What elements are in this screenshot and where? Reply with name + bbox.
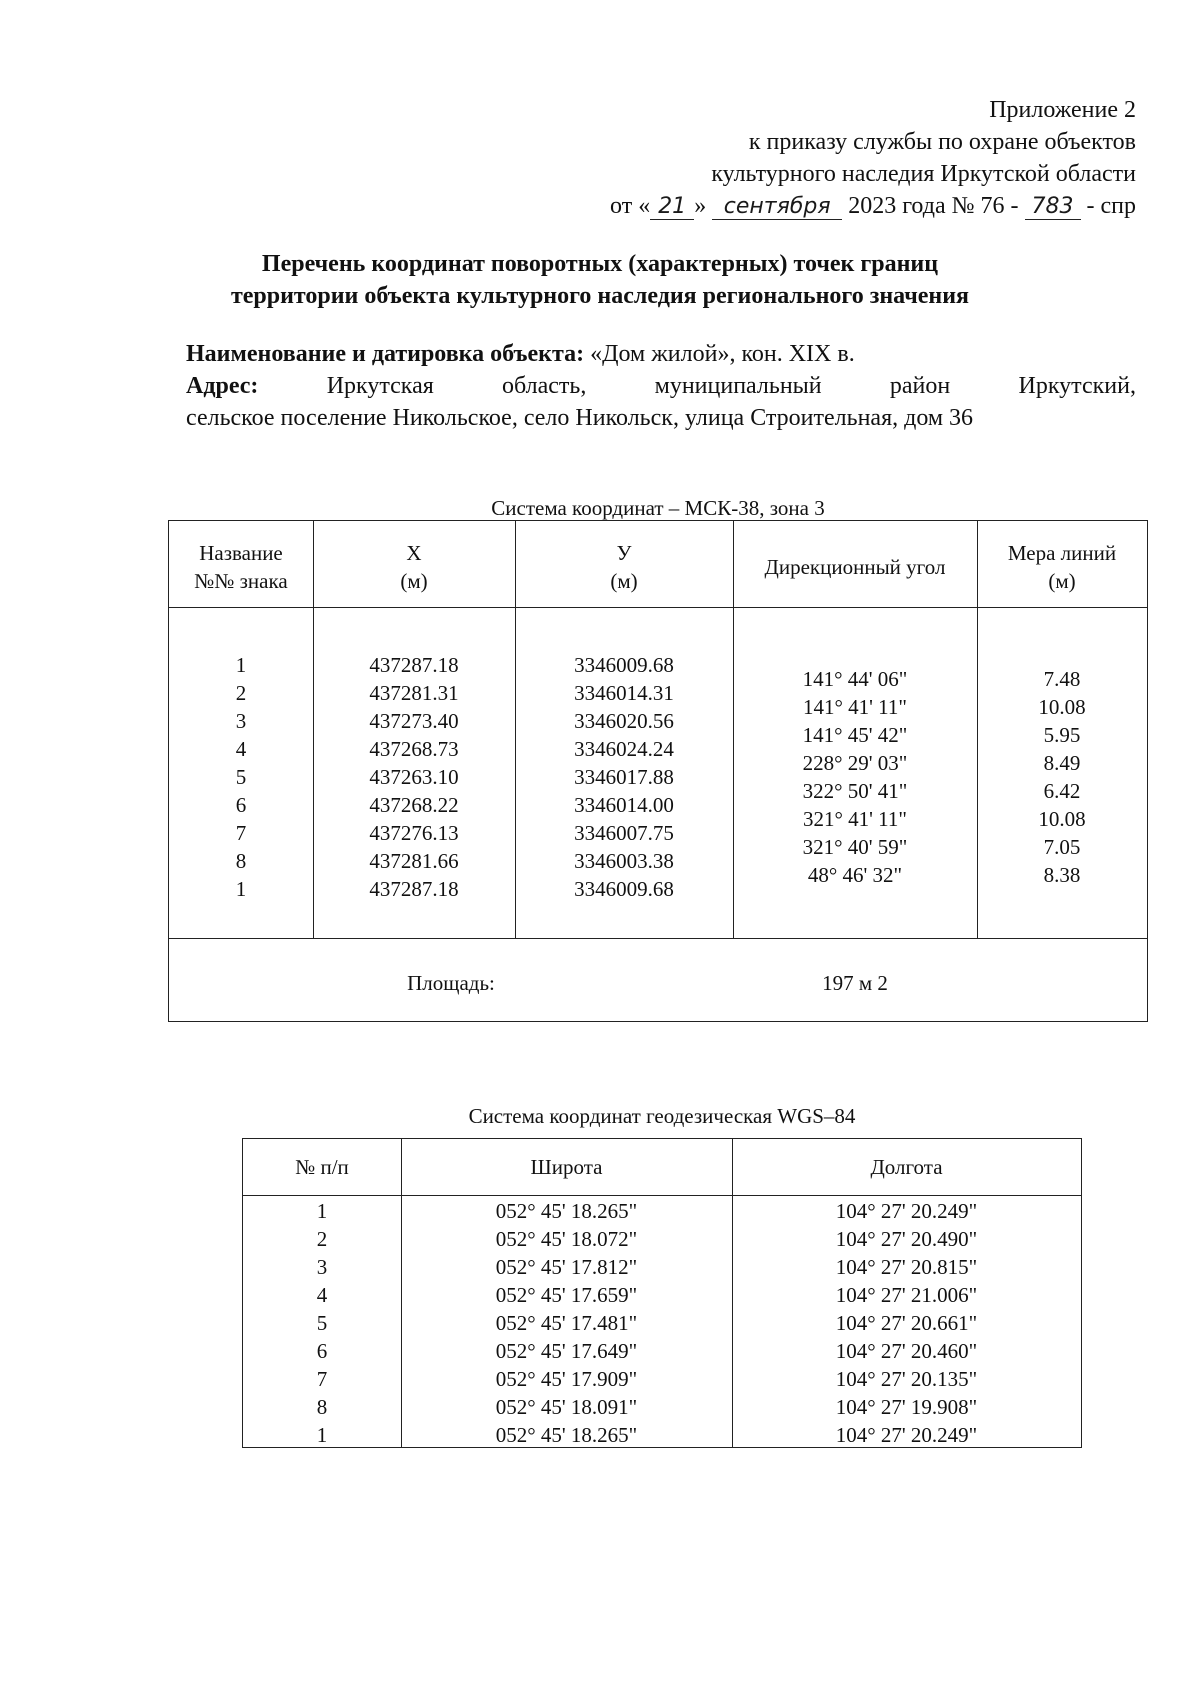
header-row-number: № п/п xyxy=(295,1155,349,1179)
longitude-value: 104° 27' 20.249" xyxy=(835,1423,978,1447)
object-name-label: Наименование и датировка объекта: xyxy=(186,341,585,367)
table-divider xyxy=(243,1195,1081,1196)
latitude-value: 052° 45' 17.812" xyxy=(495,1255,638,1279)
order-reference: к приказу службы по охране объектов xyxy=(748,129,1136,155)
longitude-value: 104° 27' 20.460" xyxy=(835,1339,978,1363)
latitude-value: 052° 45' 18.265" xyxy=(495,1199,638,1223)
x-coordinate: 437268.22 xyxy=(369,793,459,817)
longitude-value: 104° 27' 21.006" xyxy=(835,1283,978,1307)
object-name-line xyxy=(186,338,1136,370)
header-latitude: Широта xyxy=(530,1155,603,1179)
column-row-numbers xyxy=(243,1197,401,1449)
point-number: 8 xyxy=(235,849,247,873)
point-number: 1 xyxy=(235,653,247,677)
direction-angle: 228° 29' 03" xyxy=(802,751,908,775)
table-divider xyxy=(169,938,1147,939)
x-coordinate: 437287.18 xyxy=(369,877,459,901)
latitude-value: 052° 45' 17.481" xyxy=(495,1311,638,1335)
direction-angle: 321° 41' 11" xyxy=(803,807,907,831)
y-coordinate: 3346020.56 xyxy=(574,709,674,733)
row-number: 4 xyxy=(316,1283,328,1307)
x-coordinate: 437263.10 xyxy=(369,765,459,789)
y-coordinate: 3346003.38 xyxy=(574,849,674,873)
object-info xyxy=(186,338,1136,434)
header-point-name: Название №№ знака xyxy=(194,541,288,593)
document-title: Перечень координат поворотных (характерных) точек границ территории объекта культурного наследия регионального значения xyxy=(230,251,970,309)
latitude-value: 052° 45' 17.909" xyxy=(495,1367,638,1391)
y-coordinate: 3346009.68 xyxy=(574,653,674,677)
longitude-value: 104° 27' 19.908" xyxy=(835,1395,978,1419)
y-coordinate: 3346017.88 xyxy=(574,765,674,789)
x-coordinate: 437273.40 xyxy=(369,709,459,733)
appendix-number: Приложение 2 xyxy=(989,97,1136,123)
line-length: 10.08 xyxy=(1038,695,1086,719)
address-label: Адрес: xyxy=(186,373,259,399)
direction-angle: 322° 50' 41" xyxy=(802,779,908,803)
line-length: 7.48 xyxy=(1043,667,1081,691)
row-number: 6 xyxy=(316,1339,328,1363)
latitude-value: 052° 45' 18.072" xyxy=(495,1227,638,1251)
column-y-values xyxy=(515,651,733,903)
row-number: 2 xyxy=(316,1227,328,1251)
area-label: Площадь: xyxy=(407,971,495,995)
authority-name: культурного наследия Иркутской области xyxy=(711,161,1136,187)
y-coordinate: 3346014.00 xyxy=(574,793,674,817)
line-length: 7.05 xyxy=(1043,835,1081,859)
row-number: 8 xyxy=(316,1395,328,1419)
address-line: Адрес: Иркутская область, муниципальный район Иркутский, xyxy=(186,370,1136,402)
wgs-coordinates-table xyxy=(242,1138,1082,1448)
table-divider xyxy=(169,607,1147,608)
point-number: 1 xyxy=(235,877,247,901)
longitude-value: 104° 27' 20.490" xyxy=(835,1227,978,1251)
msk-table-caption: Система координат – МСК-38, зона 3 xyxy=(491,496,825,520)
y-coordinate: 3346014.31 xyxy=(574,681,674,705)
point-number: 4 xyxy=(235,737,247,761)
line-length: 8.38 xyxy=(1043,863,1081,887)
header-angle: Дирекционный угол xyxy=(764,555,946,579)
longitude-value: 104° 27' 20.815" xyxy=(835,1255,978,1279)
longitude-value: 104° 27' 20.135" xyxy=(835,1367,978,1391)
latitude-value: 052° 45' 18.265" xyxy=(495,1423,638,1447)
latitude-value: 052° 45' 18.091" xyxy=(495,1395,638,1419)
direction-angle: 321° 40' 59" xyxy=(802,835,908,859)
longitude-value: 104° 27' 20.661" xyxy=(835,1311,978,1335)
y-coordinate: 3346009.68 xyxy=(574,877,674,901)
object-name-value: «Дом жилой», кон. XIX в. xyxy=(590,341,855,367)
point-number: 6 xyxy=(235,793,247,817)
direction-angle: 141° 41' 11" xyxy=(803,695,907,719)
header-line-length: Мера линий (м) xyxy=(1007,541,1117,593)
column-latitudes xyxy=(401,1197,732,1449)
point-number: 3 xyxy=(235,709,247,733)
row-number: 5 xyxy=(316,1311,328,1335)
wgs-table-caption: Система координат геодезическая WGS–84 xyxy=(468,1104,856,1128)
line-length: 8.49 xyxy=(1043,751,1081,775)
x-coordinate: 437268.73 xyxy=(369,737,459,761)
column-longitudes xyxy=(732,1197,1081,1449)
header-x: X (м) xyxy=(400,541,428,593)
row-number: 3 xyxy=(316,1255,328,1279)
handwritten-day: 21 xyxy=(650,195,694,220)
column-point-numbers xyxy=(169,651,313,903)
y-coordinate: 3346024.24 xyxy=(574,737,674,761)
handwritten-month: сентября xyxy=(712,195,842,220)
line-length: 10.08 xyxy=(1038,807,1086,831)
point-number: 5 xyxy=(235,765,247,789)
direction-angle: 48° 46' 32" xyxy=(807,863,903,887)
longitude-value: 104° 27' 20.249" xyxy=(835,1199,978,1223)
direction-angle: 141° 45' 42" xyxy=(802,723,908,747)
direction-angle: 141° 44' 06" xyxy=(802,667,908,691)
x-coordinate: 437281.66 xyxy=(369,849,459,873)
row-number: 1 xyxy=(316,1423,328,1447)
x-coordinate: 437281.31 xyxy=(369,681,459,705)
y-coordinate: 3346007.75 xyxy=(574,821,674,845)
handwritten-order-number: 783 xyxy=(1025,195,1081,220)
line-length: 6.42 xyxy=(1043,779,1081,803)
column-direction-angles xyxy=(733,665,977,889)
area-value: 197 м 2 xyxy=(822,971,888,995)
x-coordinate: 437276.13 xyxy=(369,821,459,845)
point-number: 2 xyxy=(235,681,247,705)
point-number: 7 xyxy=(235,821,247,845)
order-date-line: от « 21 » сентября 2023 года № 76 - 783 - спр xyxy=(610,193,1136,219)
column-line-lengths xyxy=(977,665,1147,889)
appendix-header xyxy=(610,94,1136,222)
line-length: 5.95 xyxy=(1043,723,1081,747)
latitude-value: 052° 45' 17.649" xyxy=(495,1339,638,1363)
row-number: 7 xyxy=(316,1367,328,1391)
header-longitude: Долгота xyxy=(870,1155,943,1179)
column-x-values xyxy=(313,651,515,903)
msk-coordinates-table xyxy=(168,520,1148,1022)
x-coordinate: 437287.18 xyxy=(369,653,459,677)
latitude-value: 052° 45' 17.659" xyxy=(495,1283,638,1307)
address-line-2: сельское поселение Никольское, село Никольск, улица Строительная, дом 36 xyxy=(186,405,974,431)
row-number: 1 xyxy=(316,1199,328,1223)
header-y: У (м) xyxy=(610,541,638,593)
